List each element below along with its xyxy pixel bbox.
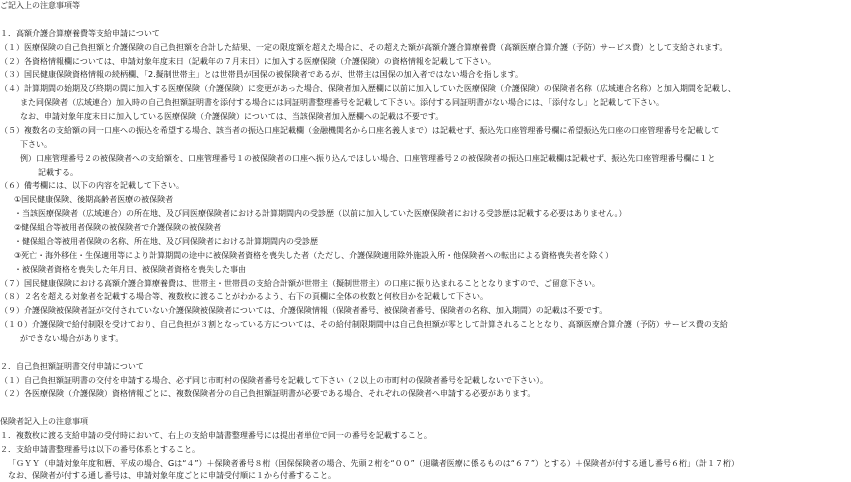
item-6-sub-2-detail: ・健保組合等被用者保険の名称、所在地、及び同保険者における計算期間内の受診歴	[14, 237, 318, 246]
section-1-item-5-cont: 下さい。	[20, 140, 52, 149]
section-2-heading: ２．自己負担額証明書交付申請について	[0, 362, 144, 371]
item-6-sub-3-detail: ・被保険者資格を喪失した年月日、被保険者資格を喪失した事由	[14, 265, 246, 274]
section-1-item-8: （８）２名を超える対象者を記載する場合等、複数枚に渡ることがわかるよう、右下の頁欄に全体の枚数と何枚目かを記載して下さい。	[0, 292, 488, 301]
section-1-item-4: （４）計算期間の始期及び終期の間に加入する医療保険（介護保険）に変更があった場合、保険者加入歴欄に以前に加入していた医療保険（介護保険）の保険者名称（広域連合名称）と加入期間を記載し、	[0, 84, 736, 93]
item-6-sub-1-detail: ・当該医療保険者（広域連合）の所在地、及び同医療保険者における計算期間内の受診歴（以前に加入していた医療保険者における受診歴は記載する必要はありません。）	[14, 209, 627, 218]
section-1-item-1: （１）医療保険の自己負担額と介護保険の自己負担額を合計した結果、一定の限度額を超えた場合に、その超えた額が高額介護合算療養費（高額医療合算介護（予防）サービス費）として支給されます。	[0, 43, 728, 52]
item-6-sub-3: ③死亡・海外移住・生保適用等により計算期間の途中に被保険者資格を喪失した者（ただし、介護保険適用除外施設入所・他保険者への転出による資格喪失者を除く）	[14, 251, 614, 260]
notes-heading: ご記入上の注意事項等	[0, 1, 80, 10]
section-1-item-10-cont: ができない場合があります。	[20, 334, 124, 343]
insurer-note-2: ２．支給申請書整理番号は以下の番号体系とすること。	[0, 445, 200, 454]
section-1-item-3: （３）国民健康保険資格情報の続柄欄、「2.擬制世帯主」とは世帯員が国保の被保険者であるが、世帯主は国保の加入者ではない場合を指します。	[0, 70, 523, 79]
insurer-note-2-serial: なお、保険者が付する通し番号は、申請対象年度ごとに申請受付順に１から付番すること。	[8, 471, 336, 480]
insurer-note-2-format: 「ＧＹＹ（申請対象年度和暦、平成の場合、Gは“４”）＋保険者番号８桁（国保保険者の場合、先頭２桁を“００”（退職者医療に係るものは“６７”）とする）＋保険者が付する通し番号６桁」（計１７桁）	[8, 459, 740, 468]
item-6-sub-1: ①国民健康保険、後期高齢者医療の被保険者	[14, 195, 174, 204]
section-1-item-2: （２）各資格情報欄については、申請対象年度末日（記載年の７月末日）に加入する医療保険（介護保険）の資格情報を記載して下さい。	[0, 57, 496, 66]
item-6-sub-2: ②健保組合等被用者保険の被保険者で介護保険の被保険者	[14, 223, 222, 232]
section-1-heading: １．高額介護合算療養費等支給申請について	[0, 29, 160, 38]
section-2-item-1: （１）自己負担額証明書の交付を申請する場合、必ず同じ市町村の保険者番号を記載して下さい（２以上の市町村の保険者番号を記載しないで下さい）。	[0, 376, 548, 385]
section-1-item-4-note: なお、申請対象年度末日に加入している医療保険（介護保険）については、当該保険者加入歴欄への記載は不要です。	[20, 112, 444, 121]
section-1-item-5-example-cont: 記載する。	[38, 168, 78, 177]
section-1-item-4-cont: また同保険者（広域連合）加入時の自己負担額証明書を添付する場合には同証明書整理番号を記載して下さい。添付する同証明書がない場合には、「添付なし」と記載して下さい。	[20, 98, 664, 107]
section-1-item-5: （５）複数名の支給額の同一口座への振込を希望する場合、該当者の振込口座記載欄（金融機関名から口座名義人まで）は記載せず、振込先口座管理番号欄に希望振込先口座の口座管理番号を記載して	[0, 126, 720, 135]
section-1-item-9: （９）介護保険被保険者証が交付されていない介護保険被保険者については、介護保険情報（保険者番号、被保険者番号、保険者の名称、加入期間）の記載は不要です。	[0, 306, 608, 315]
insurer-note-1: １．複数枚に渡る支給申請の受付時において、右上の支給申請書整理番号には提出者単位で同一の番号を記載すること。	[0, 431, 432, 440]
section-1-item-6: （６）備考欄には、以下の内容を記載して下さい。	[0, 181, 184, 190]
insurer-notes-heading: 保険者記入上の注意事項	[0, 417, 88, 426]
section-1-item-10: （１０）介護保険で給付制限を受けており、自己負担が３割となっている方については、その給付制限期間中は自己負担額が零として計算されることとなり、高額医療合算介護（予防）サービス費の支給	[0, 320, 728, 329]
section-1-item-5-example: 例）口座管理番号２の被保険者への支給額を、口座管理番号１の被保険者の口座へ振り込んでほしい場合、口座管理番号２の被保険者の振込口座記載欄は記載せず、振込先口座管理番号欄に１と	[20, 154, 716, 163]
section-2-item-2: （２）各医療保険（介護保険）資格情報ごとに、複数保険者分の自己負担額証明書が必要である場合、それぞれの保険者へ申請する必要があります。	[0, 389, 536, 398]
section-1-item-7: （７）国民健康保険における高額介護合算療養費は、世帯主・世帯員の支給合計額が世帯主（擬制世帯主）の口座に振り込まれることとなりますので、ご留意下さい。	[0, 279, 600, 288]
